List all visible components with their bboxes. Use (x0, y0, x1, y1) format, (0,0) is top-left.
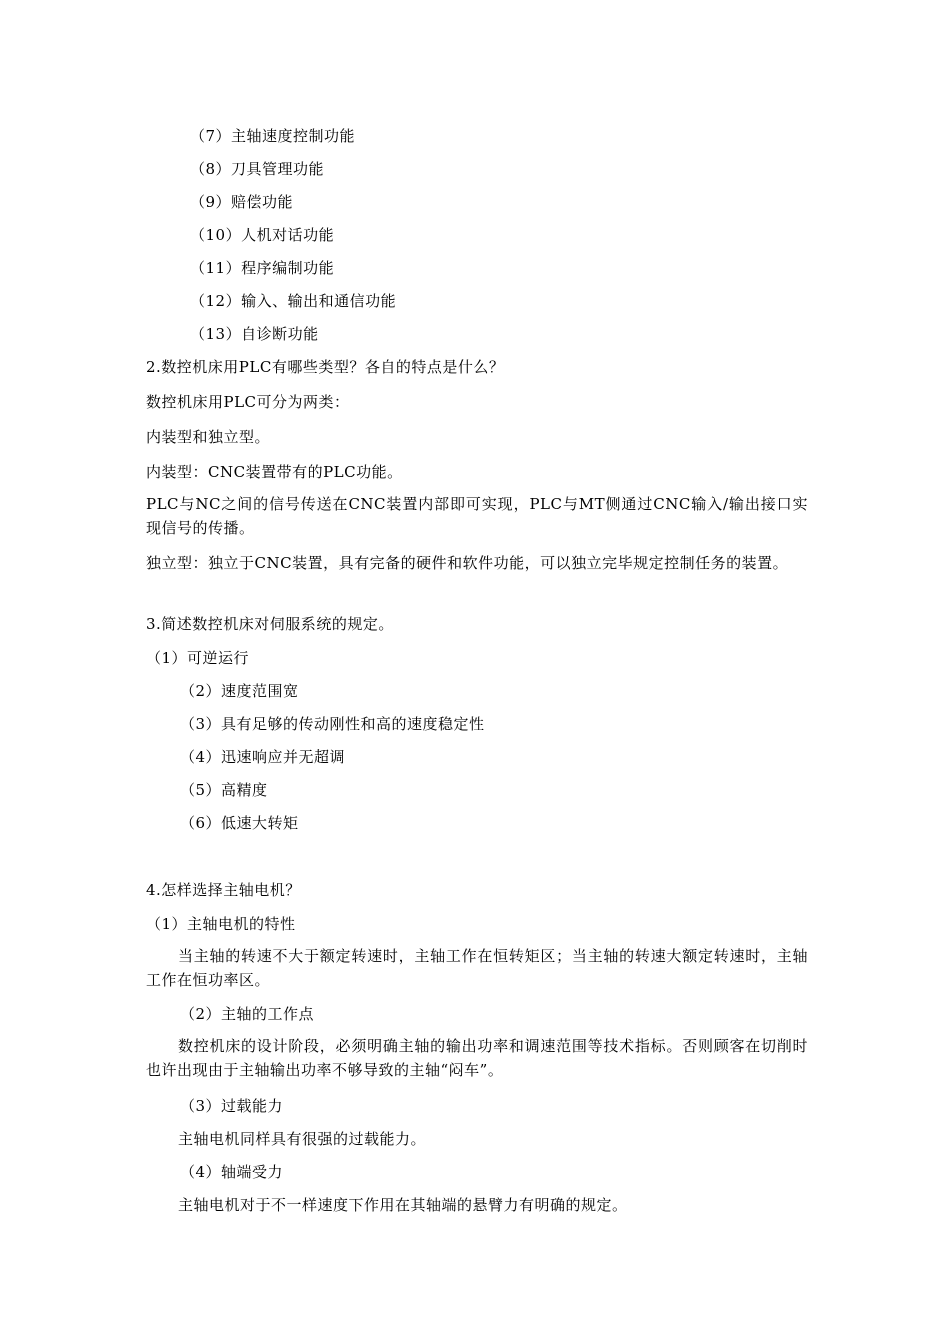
function-item-8: （8）刀具管理功能 (190, 160, 325, 178)
q3-item-5: （5）高精度 (180, 781, 268, 799)
function-item-7: （7）主轴速度控制功能 (190, 127, 356, 145)
q4-paragraph-3: 主轴电机同样具有很强的过载能力。 (178, 1130, 427, 1148)
q4-paragraph-2: 数控机床的设计阶段，必须明确主轴的输出功率和调速范围等技术指标。否则顾客在切削时也许出现由于主轴输出功率不够导致的主轴“闷车”。 (146, 1037, 808, 1079)
q4-subheading-2: （2）主轴的工作点 (180, 1005, 315, 1023)
q2-builtin-detail: PLC与NC之间的信号传送在CNC装置内部即可实现，PLC与MT侧通过CNC输入/输出接口实现信号的传播。 (146, 495, 808, 537)
question-2-heading: 2.数控机床用PLC有哪些类型？各自的特点是什么？ (146, 358, 505, 376)
q3-item-6: （6）低速大转矩 (180, 814, 299, 832)
q2-standalone: 独立型：独立于CNC装置，具有完备的硬件和软件功能，可以独立完毕规定控制任务的装置。 (146, 554, 789, 572)
q4-subheading-4: （4）轴端受力 (180, 1163, 284, 1181)
question-3-heading: 3.简述数控机床对伺服系统的规定。 (146, 615, 394, 633)
function-item-12: （12）输入、输出和通信功能 (190, 292, 397, 310)
q3-item-4: （4）迅速响应并无超调 (180, 748, 346, 766)
q3-item-2: （2）速度范围宽 (180, 682, 299, 700)
question-4-heading: 4.怎样选择主轴电机？ (146, 881, 301, 899)
q4-paragraph-4: 主轴电机对于不一样速度下作用在其轴端的悬臂力有明确的规定。 (178, 1196, 628, 1214)
function-item-10: （10）人机对话功能 (190, 226, 335, 244)
q4-subheading-1: （1）主轴电机的特性 (146, 915, 296, 933)
q3-item-1: （1）可逆运行 (146, 649, 250, 667)
q2-intro: 数控机床用PLC可分为两类： (146, 393, 350, 411)
q4-subheading-3: （3）过载能力 (180, 1097, 284, 1115)
function-item-9: （9）赔偿功能 (190, 193, 294, 211)
q2-types: 内装型和独立型。 (146, 428, 271, 446)
q2-builtin-definition: 内装型：CNC装置带有的PLC功能。 (146, 463, 403, 481)
function-item-13: （13）自诊断功能 (190, 325, 319, 343)
q4-paragraph-1: 当主轴的转速不大于额定转速时，主轴工作在恒转矩区；当主轴的转速大额定转速时，主轴工作在恒功率区。 (146, 947, 808, 989)
function-item-11: （11）程序编制功能 (190, 259, 335, 277)
q3-item-3: （3）具有足够的传动刚性和高的速度稳定性 (180, 715, 485, 733)
